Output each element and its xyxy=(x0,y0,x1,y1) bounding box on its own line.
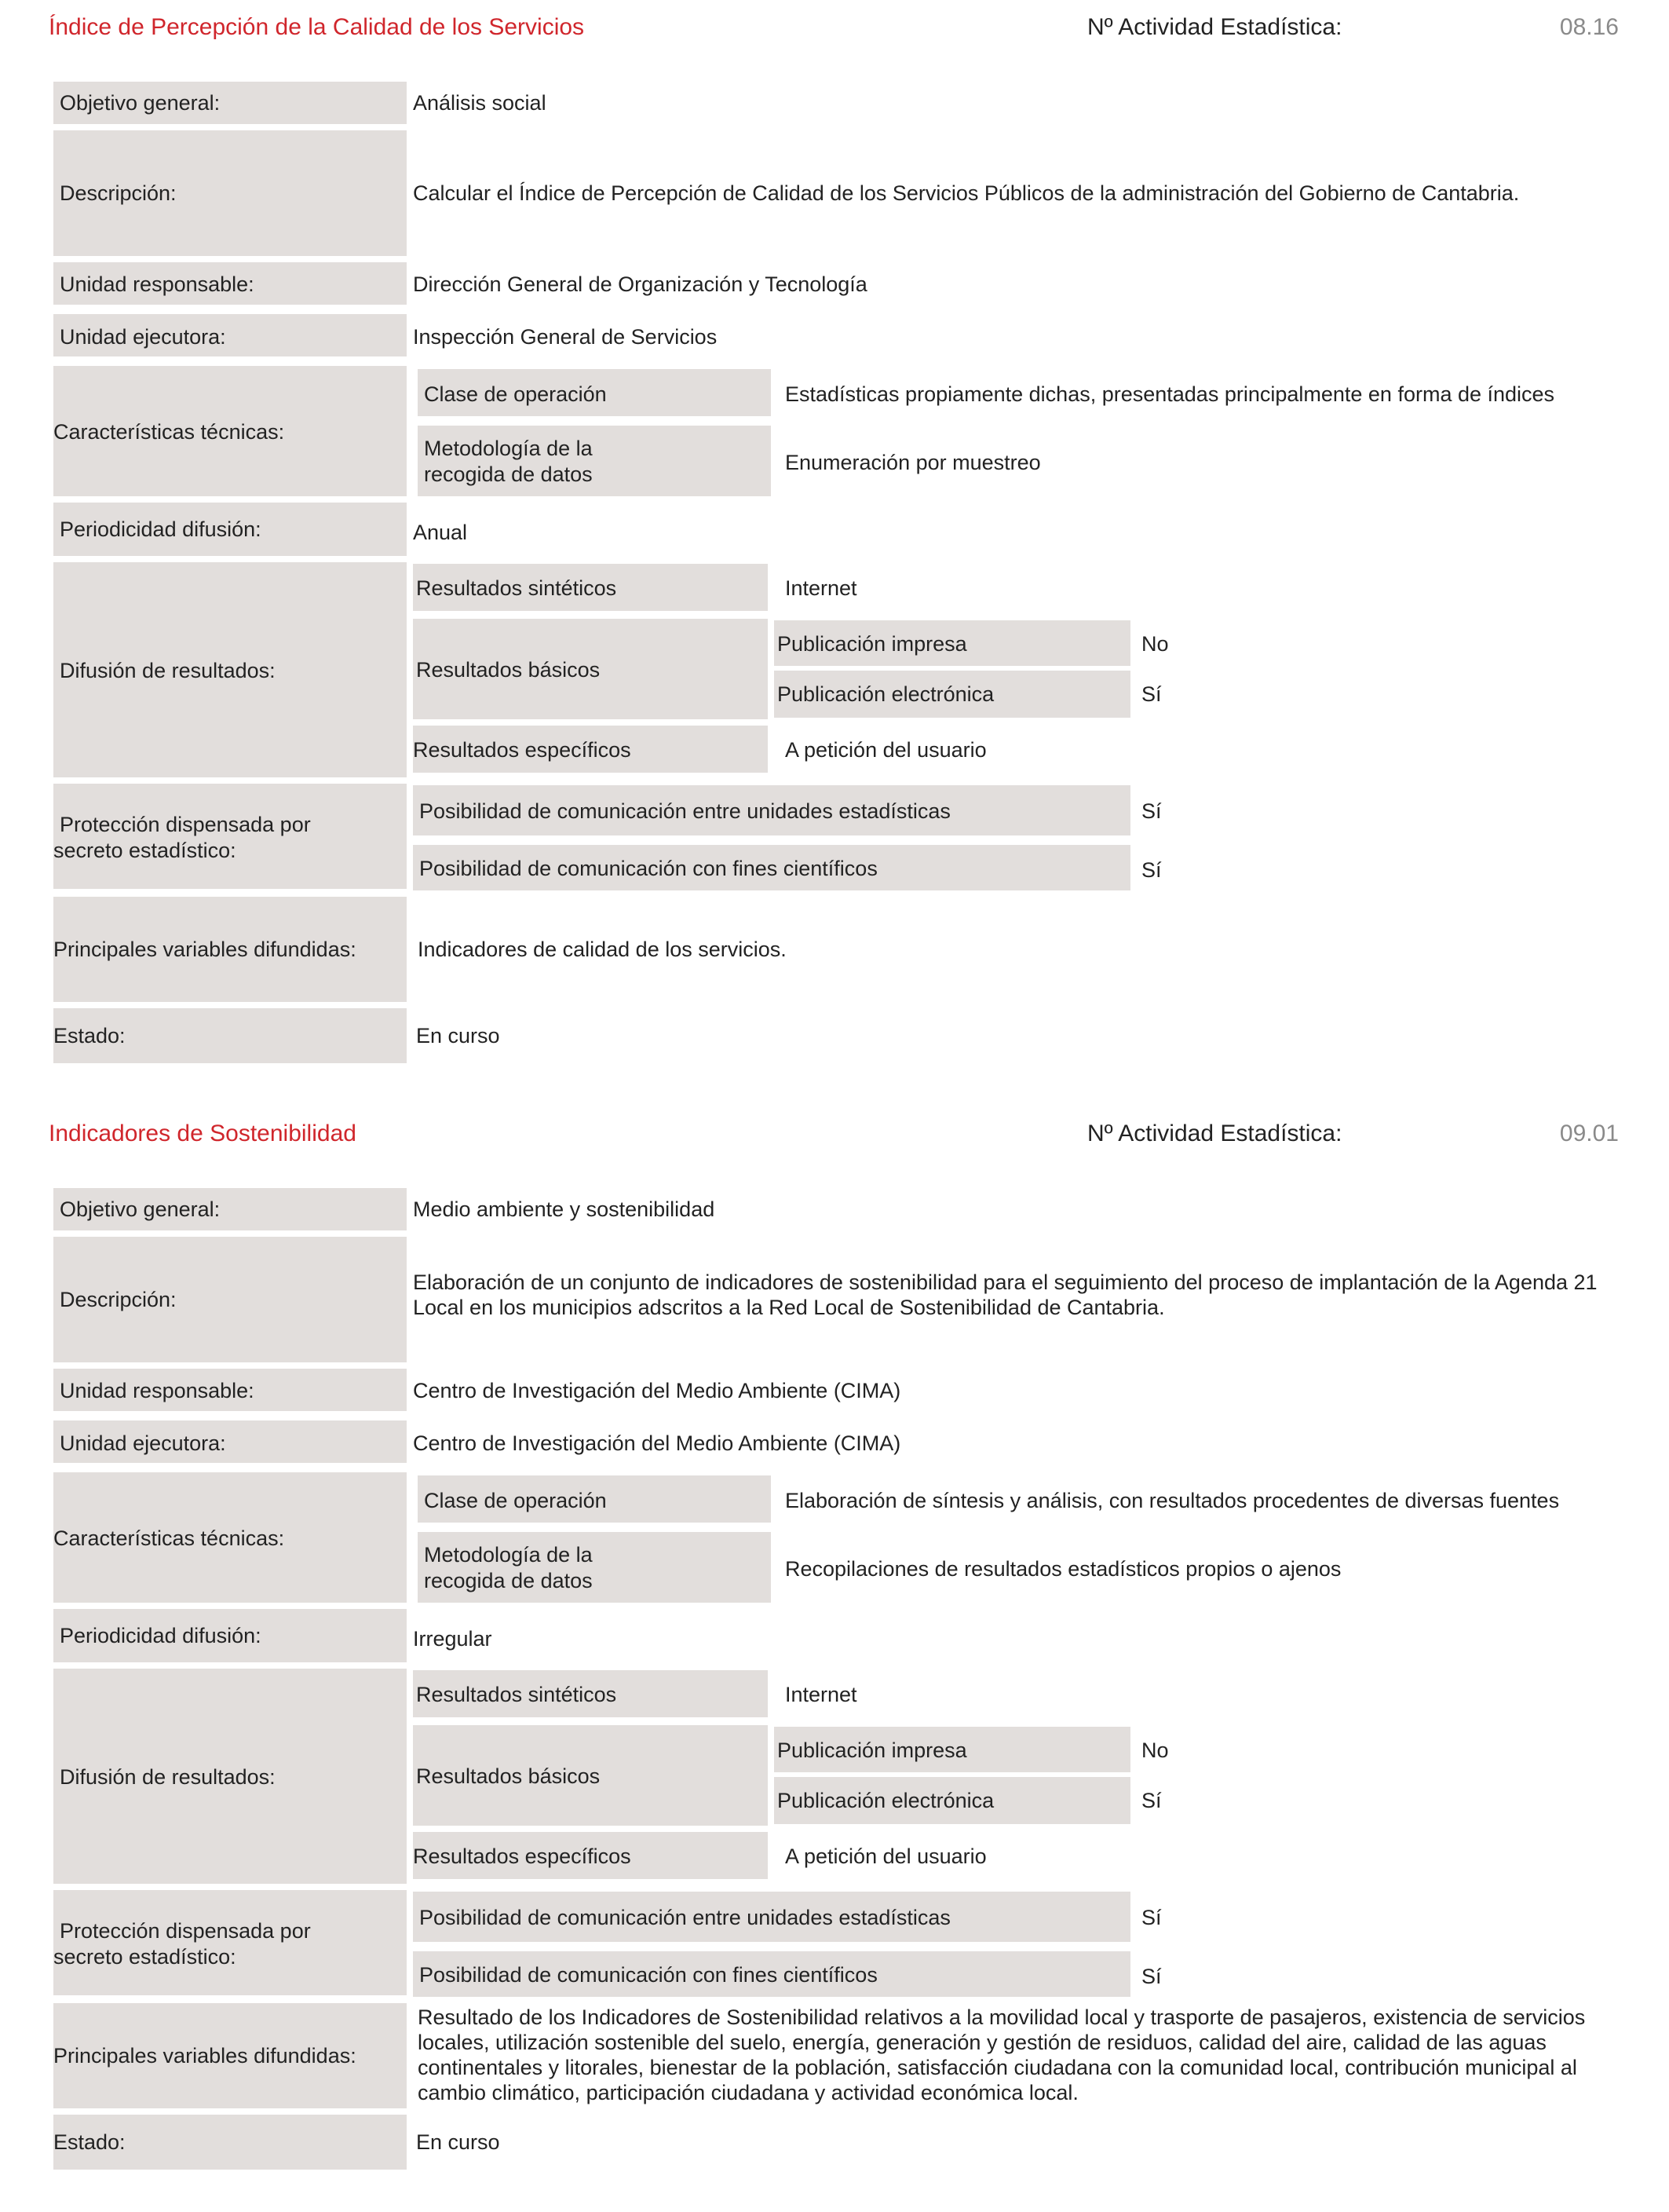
especificos-value: A petición del usuario xyxy=(785,738,987,762)
basicos-label: Resultados básicos xyxy=(416,1764,601,1788)
especificos-value: A petición del usuario xyxy=(785,1845,987,1868)
impresa-value: No xyxy=(1141,1739,1169,1762)
metodologia-value: Enumeración por muestreo xyxy=(785,451,1041,474)
proteccion-label-line1: Protección dispensada por xyxy=(60,813,311,836)
estado-value: En curso xyxy=(416,1024,500,1048)
impresa-value: No xyxy=(1141,632,1169,656)
statistical-activity-card xyxy=(0,1106,1669,2212)
sinteticos-value: Internet xyxy=(785,576,857,600)
objetivo-label: Objetivo general: xyxy=(60,1197,221,1221)
activity-title: Indicadores de Sostenibilidad xyxy=(49,1121,356,1146)
activity-number-label: Nº Actividad Estadística: xyxy=(1087,14,1342,40)
proteccion-label-line2: secreto estadístico: xyxy=(53,839,236,862)
basicos-label: Resultados básicos xyxy=(416,658,601,682)
descripcion-value: Calcular el Índice de Percepción de Calidad de los Servicios Públicos de la administración del Gobierno de Cantabria. xyxy=(413,181,1520,205)
comunicacion-cientificos-value: Sí xyxy=(1141,1965,1162,1988)
estado-label: Estado: xyxy=(53,1024,126,1048)
impresa-label: Publicación impresa xyxy=(777,632,967,656)
descripcion-value: Elaboración de un conjunto de indicadores de sostenibilidad para el seguimiento del proceso de implantación de la Agenda 21 Local en los municipios adscritos a la Red Local de Sostenibilidad de Cantabria. xyxy=(413,1271,1598,1319)
variables-value: Resultado de los Indicadores de Sostenibilidad relativos a la movilidad local y trasporte de pasajeros, existencia de servicios locales, utilización sostenible del suelo, energía, generación y gestión de residuos, calidad del aire, calidad de las aguas continentales y litorales, bienestar de la población, satisfacción ciudadana con la comunidad local, contribución municipal al cambio climático, participación ciudadana y actividad económica local. xyxy=(418,2005,1586,2104)
metodologia-label-line2: recogida de datos xyxy=(424,1569,593,1592)
proteccion-label-line1: Protección dispensada por xyxy=(60,1919,311,1943)
estado-value: En curso xyxy=(416,2130,500,2154)
caracteristicas-label: Características técnicas: xyxy=(53,420,285,444)
activity-number-label: Nº Actividad Estadística: xyxy=(1087,1121,1342,1146)
electronica-label: Publicación electrónica xyxy=(777,682,995,706)
descripcion-label: Descripción: xyxy=(60,181,177,205)
metodologia-label-line1: Metodología de la xyxy=(424,1543,593,1567)
electronica-value: Sí xyxy=(1141,682,1162,706)
unidad-ejecutora-label: Unidad ejecutora: xyxy=(60,1431,226,1455)
objetivo-label: Objetivo general: xyxy=(60,91,221,115)
metodologia-label-line2: recogida de datos xyxy=(424,463,593,486)
periodicidad-value: Irregular xyxy=(413,1627,492,1651)
estado-label: Estado: xyxy=(53,2130,126,2154)
difusion-label: Difusión de resultados: xyxy=(60,659,276,682)
variables-value: Indicadores de calidad de los servicios. xyxy=(418,938,787,961)
metodologia-value: Recopilaciones de resultados estadísticos propios o ajenos xyxy=(785,1557,1342,1581)
comunicacion-unidades-label: Posibilidad de comunicación entre unidades estadísticas xyxy=(419,799,951,823)
clase-label: Clase de operación xyxy=(424,382,607,406)
periodicidad-value: Anual xyxy=(413,521,468,544)
variables-label: Principales variables difundidas: xyxy=(53,2044,356,2068)
comunicacion-cientificos-value: Sí xyxy=(1141,858,1162,882)
unidad-responsable-value: Centro de Investigación del Medio Ambiente (CIMA) xyxy=(413,1379,901,1402)
clase-value: Elaboración de síntesis y análisis, con resultados procedentes de diversas fuentes xyxy=(785,1489,1560,1512)
especificos-label: Resultados específicos xyxy=(413,738,631,762)
clase-label: Clase de operación xyxy=(424,1489,607,1512)
comunicacion-unidades-label: Posibilidad de comunicación entre unidades estadísticas xyxy=(419,1906,951,1929)
impresa-label: Publicación impresa xyxy=(777,1739,967,1762)
unidad-ejecutora-value: Centro de Investigación del Medio Ambiente (CIMA) xyxy=(413,1431,901,1455)
unidad-responsable-label: Unidad responsable: xyxy=(60,272,254,296)
activity-title: Índice de Percepción de la Calidad de los Servicios xyxy=(49,14,585,40)
electronica-value: Sí xyxy=(1141,1789,1162,1812)
caracteristicas-label: Características técnicas: xyxy=(53,1526,285,1550)
objetivo-value: Análisis social xyxy=(413,91,546,115)
activity-number: 09.01 xyxy=(1559,1121,1619,1146)
electronica-label: Publicación electrónica xyxy=(777,1789,995,1812)
unidad-responsable-value: Dirección General de Organización y Tecnología xyxy=(413,272,867,296)
variables-label: Principales variables difundidas: xyxy=(53,938,356,961)
periodicidad-label: Periodicidad difusión: xyxy=(60,517,261,541)
sinteticos-label: Resultados sintéticos xyxy=(416,1683,617,1706)
unidad-responsable-label: Unidad responsable: xyxy=(60,1379,254,1402)
comunicacion-cientificos-label: Posibilidad de comunicación con fines científicos xyxy=(419,1963,878,1987)
comunicacion-unidades-value: Sí xyxy=(1141,799,1162,823)
metodologia-label-line1: Metodología de la xyxy=(424,437,593,460)
sinteticos-value: Internet xyxy=(785,1683,857,1706)
activity-number: 08.16 xyxy=(1559,14,1619,40)
periodicidad-label: Periodicidad difusión: xyxy=(60,1624,261,1647)
especificos-label: Resultados específicos xyxy=(413,1845,631,1868)
difusion-label: Difusión de resultados: xyxy=(60,1765,276,1789)
clase-value: Estadísticas propiamente dichas, presentadas principalmente en forma de índices xyxy=(785,382,1555,406)
proteccion-label-line2: secreto estadístico: xyxy=(53,1945,236,1969)
objetivo-value: Medio ambiente y sostenibilidad xyxy=(413,1197,715,1221)
descripcion-label: Descripción: xyxy=(60,1288,177,1311)
comunicacion-unidades-value: Sí xyxy=(1141,1906,1162,1929)
sinteticos-label: Resultados sintéticos xyxy=(416,576,617,600)
unidad-ejecutora-label: Unidad ejecutora: xyxy=(60,325,226,349)
unidad-ejecutora-value: Inspección General de Servicios xyxy=(413,325,718,349)
comunicacion-cientificos-label: Posibilidad de comunicación con fines científicos xyxy=(419,857,878,880)
